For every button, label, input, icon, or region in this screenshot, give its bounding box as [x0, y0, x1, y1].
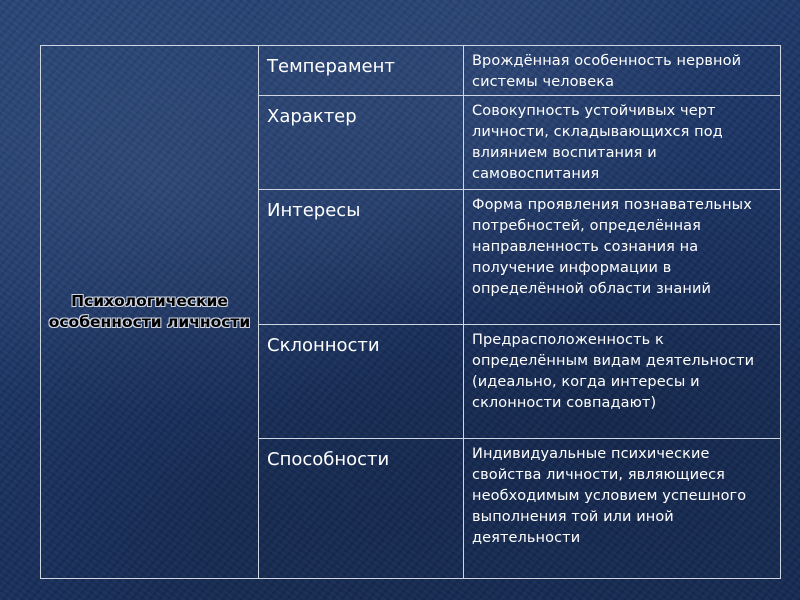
definition-cell: Совокупность устойчивых черт личности, складывающихся под влиянием воспитания и самовоспитания	[464, 96, 781, 190]
category-label: Психологические особенности личности	[48, 292, 251, 331]
table-row	[41, 46, 781, 96]
definition-cell: Индивидуальные психические свойства личности, являющиеся необходимым условием успешного выполнения той или иной деятельности	[464, 439, 781, 579]
term-cell: Интересы	[259, 190, 464, 325]
term-cell: Характер	[259, 96, 464, 190]
category-cell	[41, 46, 259, 579]
definition-cell: Врождённая особенность нервной системы человека	[464, 46, 781, 96]
definition-cell: Предрасположенность к определённым видам деятельности (идеально, когда интересы и склонности совпадают)	[464, 325, 781, 439]
term-cell: Способности	[259, 439, 464, 579]
personality-traits-table	[40, 45, 781, 579]
term-cell: Склонности	[259, 325, 464, 439]
definition-cell: Форма проявления познавательных потребностей, определённая направленность сознания на получение информации в определённой области знаний	[464, 190, 781, 325]
term-cell: Темперамент	[259, 46, 464, 96]
